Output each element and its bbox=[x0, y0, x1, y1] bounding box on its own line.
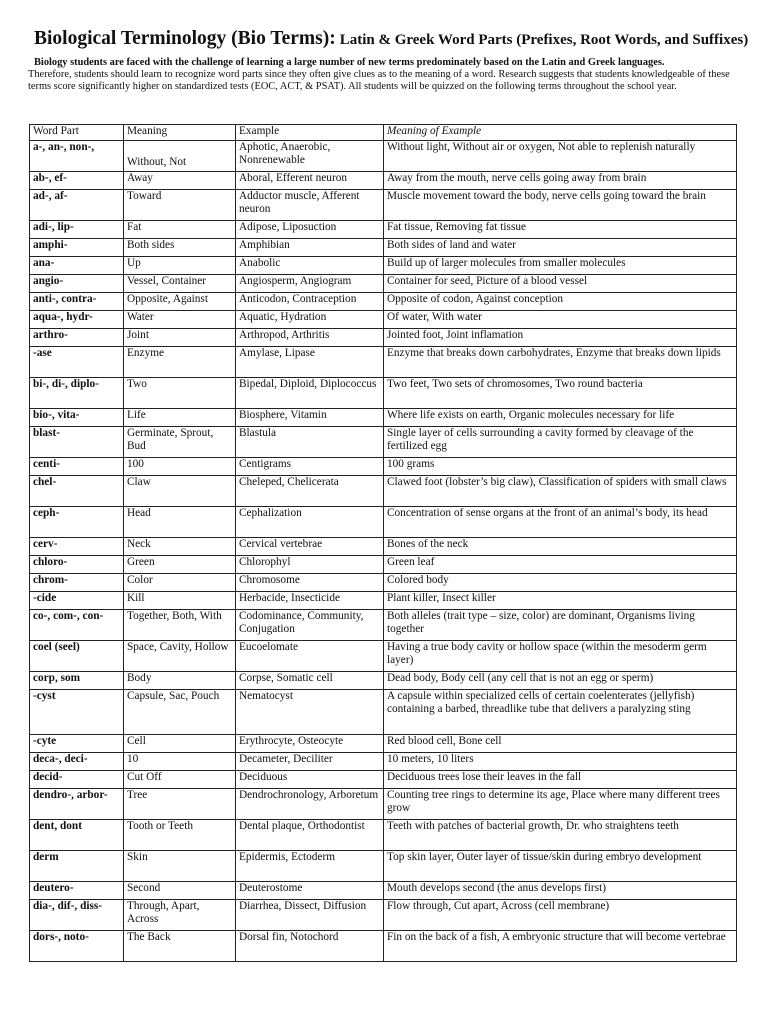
explanation-cell: Fat tissue, Removing fat tissue bbox=[384, 220, 737, 238]
explanation-cell: Teeth with patches of bacterial growth, Dr. who straightens teeth bbox=[384, 819, 737, 850]
explanation-cell: Muscle movement toward the body, nerve cells going toward the brain bbox=[384, 189, 737, 220]
example-cell: Anticodon, Contraception bbox=[236, 292, 384, 310]
word-part-cell: bio-, vita- bbox=[30, 408, 124, 426]
meaning-cell: Up bbox=[124, 256, 236, 274]
explanation-cell: 100 grams bbox=[384, 457, 737, 475]
meaning-cell: Joint bbox=[124, 328, 236, 346]
word-part-cell: dia-, dif-, diss- bbox=[30, 899, 124, 930]
table-row bbox=[30, 220, 737, 238]
example-cell: Chromosome bbox=[236, 573, 384, 591]
table-row bbox=[30, 346, 737, 377]
example-cell: Cheleped, Chelicerata bbox=[236, 475, 384, 506]
title-main: Biological Terminology (Bio Terms): bbox=[34, 28, 336, 49]
table-row bbox=[30, 788, 737, 819]
explanation-cell: Container for seed, Picture of a blood vessel bbox=[384, 274, 737, 292]
header-meaning-of-example: Meaning of Example bbox=[384, 125, 737, 141]
meaning-cell: Space, Cavity, Hollow bbox=[124, 640, 236, 671]
meaning-cell: Skin bbox=[124, 850, 236, 881]
example-cell: Adipose, Liposuction bbox=[236, 220, 384, 238]
word-part-cell: coel (seel) bbox=[30, 640, 124, 671]
word-part-cell: decid- bbox=[30, 770, 124, 788]
table-row bbox=[30, 734, 737, 752]
table-row bbox=[30, 238, 737, 256]
example-cell: Bipedal, Diploid, Diplococcus bbox=[236, 377, 384, 408]
explanation-cell: Build up of larger molecules from smaller molecules bbox=[384, 256, 737, 274]
word-part-cell: chrom- bbox=[30, 573, 124, 591]
example-cell: Deuterostome bbox=[236, 881, 384, 899]
word-part-cell: -cyst bbox=[30, 689, 124, 734]
explanation-cell: Opposite of codon, Against conception bbox=[384, 292, 737, 310]
meaning-cell: Through, Apart, Across bbox=[124, 899, 236, 930]
example-cell: Codominance, Community, Conjugation bbox=[236, 609, 384, 640]
table-row bbox=[30, 752, 737, 770]
intro-lead: Biology students are faced with the challenge of learning a large number of new terms predominately based on the Latin and Greek languages. bbox=[34, 57, 665, 68]
meaning-cell: Cell bbox=[124, 734, 236, 752]
word-part-cell: adi-, lip- bbox=[30, 220, 124, 238]
example-cell: Arthropod, Arthritis bbox=[236, 328, 384, 346]
meaning-cell: Body bbox=[124, 671, 236, 689]
explanation-cell: 10 meters, 10 liters bbox=[384, 752, 737, 770]
example-cell: Cephalization bbox=[236, 506, 384, 537]
intro-body: Therefore, students should learn to recognize word parts since they often give clues as to the meaning of a word. Research suggests that students knowledgeable of these terms score significantly higher on standardized tests (EOC, ACT, & PSAT). All students will be quizzed on the following terms throughout the school year. bbox=[28, 69, 730, 93]
meaning-cell: The Back bbox=[124, 930, 236, 961]
table-row bbox=[30, 426, 737, 457]
meaning-cell: Germinate, Sprout, Bud bbox=[124, 426, 236, 457]
example-cell: Chlorophyl bbox=[236, 555, 384, 573]
meaning-cell: Kill bbox=[124, 591, 236, 609]
meaning-cell: Life bbox=[124, 408, 236, 426]
example-cell: Dental plaque, Orthodontist bbox=[236, 819, 384, 850]
word-part-cell: arthro- bbox=[30, 328, 124, 346]
table-row bbox=[30, 171, 737, 189]
explanation-cell: Top skin layer, Outer layer of tissue/skin during embryo development bbox=[384, 850, 737, 881]
word-part-cell: amphi- bbox=[30, 238, 124, 256]
example-cell: Amylase, Lipase bbox=[236, 346, 384, 377]
explanation-cell: Away from the mouth, nerve cells going away from brain bbox=[384, 171, 737, 189]
meaning-cell: Color bbox=[124, 573, 236, 591]
table-row bbox=[30, 140, 737, 171]
explanation-cell: Colored body bbox=[384, 573, 737, 591]
table-row bbox=[30, 591, 737, 609]
meaning-cell: Cut Off bbox=[124, 770, 236, 788]
explanation-cell: Having a true body cavity or hollow space (within the mesoderm germ layer) bbox=[384, 640, 737, 671]
word-part-cell: ab-, ef- bbox=[30, 171, 124, 189]
example-cell: Aquatic, Hydration bbox=[236, 310, 384, 328]
explanation-cell: Fin on the back of a fish, A embryonic structure that will become vertebrae bbox=[384, 930, 737, 961]
example-cell: Centigrams bbox=[236, 457, 384, 475]
example-cell: Cervical vertebrae bbox=[236, 537, 384, 555]
explanation-cell: Clawed foot (lobster’s big claw), Classification of spiders with small claws bbox=[384, 475, 737, 506]
table-row bbox=[30, 328, 737, 346]
table-row bbox=[30, 573, 737, 591]
header-word-part: Word Part bbox=[30, 125, 124, 141]
example-cell: Epidermis, Ectoderm bbox=[236, 850, 384, 881]
word-part-cell: cerv- bbox=[30, 537, 124, 555]
word-part-cell: centi- bbox=[30, 457, 124, 475]
meaning-cell: Enzyme bbox=[124, 346, 236, 377]
explanation-cell: Bones of the neck bbox=[384, 537, 737, 555]
example-cell: Nematocyst bbox=[236, 689, 384, 734]
word-part-cell: -cyte bbox=[30, 734, 124, 752]
word-part-cell: deca-, deci- bbox=[30, 752, 124, 770]
meaning-cell: Without, Not bbox=[124, 140, 236, 171]
table-row bbox=[30, 819, 737, 850]
explanation-cell: Deciduous trees lose their leaves in the fall bbox=[384, 770, 737, 788]
word-part-cell: a-, an-, non-, bbox=[30, 140, 124, 171]
word-part-cell: deutero- bbox=[30, 881, 124, 899]
explanation-cell: Dead body, Body cell (any cell that is not an egg or sperm) bbox=[384, 671, 737, 689]
table-row bbox=[30, 256, 737, 274]
explanation-cell: Red blood cell, Bone cell bbox=[384, 734, 737, 752]
table-row bbox=[30, 881, 737, 899]
meaning-cell: Together, Both, With bbox=[124, 609, 236, 640]
example-cell: Biosphere, Vitamin bbox=[236, 408, 384, 426]
explanation-cell: Both alleles (trait type – size, color) are dominant, Organisms living together bbox=[384, 609, 737, 640]
word-part-cell: aqua-, hydr- bbox=[30, 310, 124, 328]
meaning-cell: Both sides bbox=[124, 238, 236, 256]
word-part-cell: -cide bbox=[30, 591, 124, 609]
meaning-cell: 10 bbox=[124, 752, 236, 770]
header-example: Example bbox=[236, 125, 384, 141]
meaning-cell: Away bbox=[124, 171, 236, 189]
explanation-cell: Of water, With water bbox=[384, 310, 737, 328]
word-part-cell: corp, som bbox=[30, 671, 124, 689]
meaning-cell: Green bbox=[124, 555, 236, 573]
word-part-cell: angio- bbox=[30, 274, 124, 292]
meaning-cell: Two bbox=[124, 377, 236, 408]
table-row bbox=[30, 189, 737, 220]
title-subtitle: Latin & Greek Word Parts (Prefixes, Root Words, and Suffixes) bbox=[339, 32, 749, 48]
table-row bbox=[30, 899, 737, 930]
explanation-cell: Counting tree rings to determine its age, Place where many different trees grow bbox=[384, 788, 737, 819]
example-cell: Blastula bbox=[236, 426, 384, 457]
explanation-cell: A capsule within specialized cells of certain coelenterates (jellyfish) containing a barbed, threadlike tube that delivers a paralyzing sting bbox=[384, 689, 737, 734]
explanation-cell: Two feet, Two sets of chromosomes, Two round bacteria bbox=[384, 377, 737, 408]
header-meaning: Meaning bbox=[124, 125, 236, 141]
meaning-cell: Tooth or Teeth bbox=[124, 819, 236, 850]
word-part-cell: dors-, noto- bbox=[30, 930, 124, 961]
table-row bbox=[30, 310, 737, 328]
word-part-cell: dent, dont bbox=[30, 819, 124, 850]
word-part-cell: chel- bbox=[30, 475, 124, 506]
meaning-cell: Vessel, Container bbox=[124, 274, 236, 292]
table-row bbox=[30, 457, 737, 475]
table-row bbox=[30, 506, 737, 537]
meaning-cell: Head bbox=[124, 506, 236, 537]
meaning-cell: Fat bbox=[124, 220, 236, 238]
table-row bbox=[30, 537, 737, 555]
explanation-cell: Green leaf bbox=[384, 555, 737, 573]
word-part-cell: anti-, contra- bbox=[30, 292, 124, 310]
explanation-cell: Where life exists on earth, Organic molecules necessary for life bbox=[384, 408, 737, 426]
meaning-cell: Second bbox=[124, 881, 236, 899]
word-part-cell: ana- bbox=[30, 256, 124, 274]
table-row bbox=[30, 850, 737, 881]
table-header-row bbox=[30, 125, 737, 141]
meaning-cell: Claw bbox=[124, 475, 236, 506]
word-part-cell: ad-, af- bbox=[30, 189, 124, 220]
explanation-cell: Mouth develops second (the anus develops first) bbox=[384, 881, 737, 899]
word-part-cell: derm bbox=[30, 850, 124, 881]
table-row bbox=[30, 555, 737, 573]
explanation-cell: Jointed foot, Joint inflamation bbox=[384, 328, 737, 346]
table-row bbox=[30, 770, 737, 788]
table-row bbox=[30, 377, 737, 408]
meaning-cell: Opposite, Against bbox=[124, 292, 236, 310]
explanation-cell: Both sides of land and water bbox=[384, 238, 737, 256]
explanation-cell: Without light, Without air or oxygen, Not able to replenish naturally bbox=[384, 140, 737, 171]
example-cell: Diarrhea, Dissect, Diffusion bbox=[236, 899, 384, 930]
example-cell: Dendrochronology, Arboretum bbox=[236, 788, 384, 819]
document-title bbox=[34, 28, 749, 50]
example-cell: Dorsal fin, Notochord bbox=[236, 930, 384, 961]
table-row bbox=[30, 475, 737, 506]
terms-table bbox=[29, 124, 737, 962]
example-cell: Anabolic bbox=[236, 256, 384, 274]
word-part-cell: chloro- bbox=[30, 555, 124, 573]
explanation-cell: Single layer of cells surrounding a cavity formed by cleavage of the fertilized egg bbox=[384, 426, 737, 457]
table-row bbox=[30, 689, 737, 734]
word-part-cell: bi-, di-, diplo- bbox=[30, 377, 124, 408]
example-cell: Erythrocyte, Osteocyte bbox=[236, 734, 384, 752]
table-row bbox=[30, 292, 737, 310]
example-cell: Deciduous bbox=[236, 770, 384, 788]
meaning-cell: Neck bbox=[124, 537, 236, 555]
example-cell: Decameter, Deciliter bbox=[236, 752, 384, 770]
word-part-cell: blast- bbox=[30, 426, 124, 457]
explanation-cell: Flow through, Cut apart, Across (cell membrane) bbox=[384, 899, 737, 930]
intro-paragraph bbox=[28, 57, 750, 94]
explanation-cell: Concentration of sense organs at the front of an animal’s body, its head bbox=[384, 506, 737, 537]
explanation-cell: Enzyme that breaks down carbohydrates, Enzyme that breaks down lipids bbox=[384, 346, 737, 377]
table-row bbox=[30, 640, 737, 671]
word-part-cell: -ase bbox=[30, 346, 124, 377]
example-cell: Angiosperm, Angiogram bbox=[236, 274, 384, 292]
word-part-cell: dendro-, arbor- bbox=[30, 788, 124, 819]
meaning-cell: 100 bbox=[124, 457, 236, 475]
explanation-cell: Plant killer, Insect killer bbox=[384, 591, 737, 609]
example-cell: Amphibian bbox=[236, 238, 384, 256]
table-row bbox=[30, 671, 737, 689]
table-row bbox=[30, 274, 737, 292]
example-cell: Adductor muscle, Afferent neuron bbox=[236, 189, 384, 220]
word-part-cell: co-, com-, con- bbox=[30, 609, 124, 640]
example-cell: Herbacide, Insecticide bbox=[236, 591, 384, 609]
table-row bbox=[30, 408, 737, 426]
word-part-cell: ceph- bbox=[30, 506, 124, 537]
meaning-cell: Capsule, Sac, Pouch bbox=[124, 689, 236, 734]
table-row bbox=[30, 609, 737, 640]
example-cell: Aboral, Efferent neuron bbox=[236, 171, 384, 189]
meaning-cell: Water bbox=[124, 310, 236, 328]
example-cell: Eucoelomate bbox=[236, 640, 384, 671]
table-row bbox=[30, 930, 737, 961]
example-cell: Corpse, Somatic cell bbox=[236, 671, 384, 689]
meaning-cell: Tree bbox=[124, 788, 236, 819]
example-cell: Aphotic, Anaerobic, Nonrenewable bbox=[236, 140, 384, 171]
meaning-cell: Toward bbox=[124, 189, 236, 220]
